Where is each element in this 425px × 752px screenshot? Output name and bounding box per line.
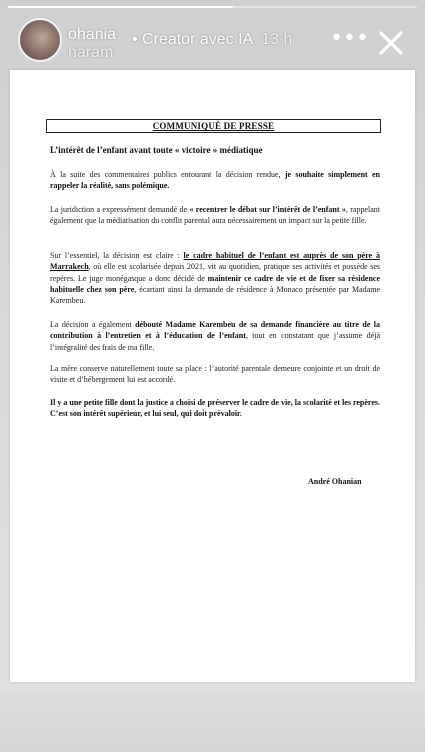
document-header: COMMUNIQUÉ DE PRESSE — [46, 119, 381, 133]
signature: André Ohanian — [308, 477, 362, 486]
creator-text: • Creator avec IA — [132, 31, 254, 48]
p3-underlined: le cadre habituel de l’enfant est auprès de son père à Marrakech — [50, 251, 380, 272]
username-line2: naram — [68, 44, 114, 61]
press-release-document — [10, 70, 415, 682]
p1-bold: je souhaite simplement en rappeler la réalité, sans polémique. — [50, 170, 380, 191]
avatar[interactable] — [18, 18, 62, 62]
username-line1: ohania — [68, 26, 117, 43]
p3-text-end: , écartant ainsi la demande de résidence à Monaco présentée par Madame Karembeu. — [50, 284, 381, 306]
story-progress-bar — [8, 6, 417, 8]
p2-text: La juridiction a expressément demandé de — [50, 205, 190, 214]
paragraph-6: Il y a une petite fille dont la justice a choisi de préserver le cadre de vie, la scolarité et les repères. C’est son intérêt supérieur, et lui seul, qui doit prévaloir. — [50, 398, 380, 419]
p4-text-end: , tout en constatant que j’assume déjà l’intégralité des frais de ma fille. — [50, 331, 380, 352]
paragraph-5: La mère conserve naturellement toute sa place : l’autorité parentale demeure conjointe et un droit de visite et d’hébergement lui est accordé. — [50, 364, 380, 385]
more-dots-icon[interactable]: ••• — [330, 26, 369, 51]
p3-text: Sur l’essentiel, la décision est claire : — [50, 251, 184, 260]
p4-text: La décision a également — [50, 320, 136, 329]
story-header — [0, 12, 425, 68]
paragraph-2 — [50, 204, 380, 227]
p3-bold: maintenir ce cadre de vie et de fixer sa résidence habituelle chez son père — [50, 273, 380, 294]
p4-bold: débouté Madame Karembeu de sa demande financière au titre de la contribution à l’entretien et à l’éducation de l’enfant — [50, 320, 380, 341]
story-progress-fill — [8, 6, 233, 8]
paragraph-3 — [50, 250, 380, 306]
p3-text-mid: , où elle est scolarisée depuis 2021, vit au quotidien, pratique ses activités et possède ses repères. Le juge monégasque a donc décidé de — [50, 262, 380, 283]
post-time: 13 h — [261, 31, 293, 48]
document-subtitle: L’intérêt de l’enfant avant toute « victoire » médiatique — [50, 145, 263, 155]
creator-label — [132, 31, 292, 49]
paragraph-1 — [50, 169, 380, 192]
p2-bold: « recentrer le débat sur l’intérêt de l’enfant » — [189, 205, 346, 214]
username[interactable] — [68, 26, 116, 62]
paragraph-4 — [50, 319, 380, 353]
p2-text-end: , rappelant également que la médiatisation du conflit parental aura nécessairement un impact sur la petite fille. — [50, 205, 381, 226]
story-footer-area — [0, 690, 425, 752]
close-icon[interactable] — [374, 26, 408, 60]
p1-text: À la suite des commentaires publics entourant la décision rendue, — [50, 170, 285, 179]
